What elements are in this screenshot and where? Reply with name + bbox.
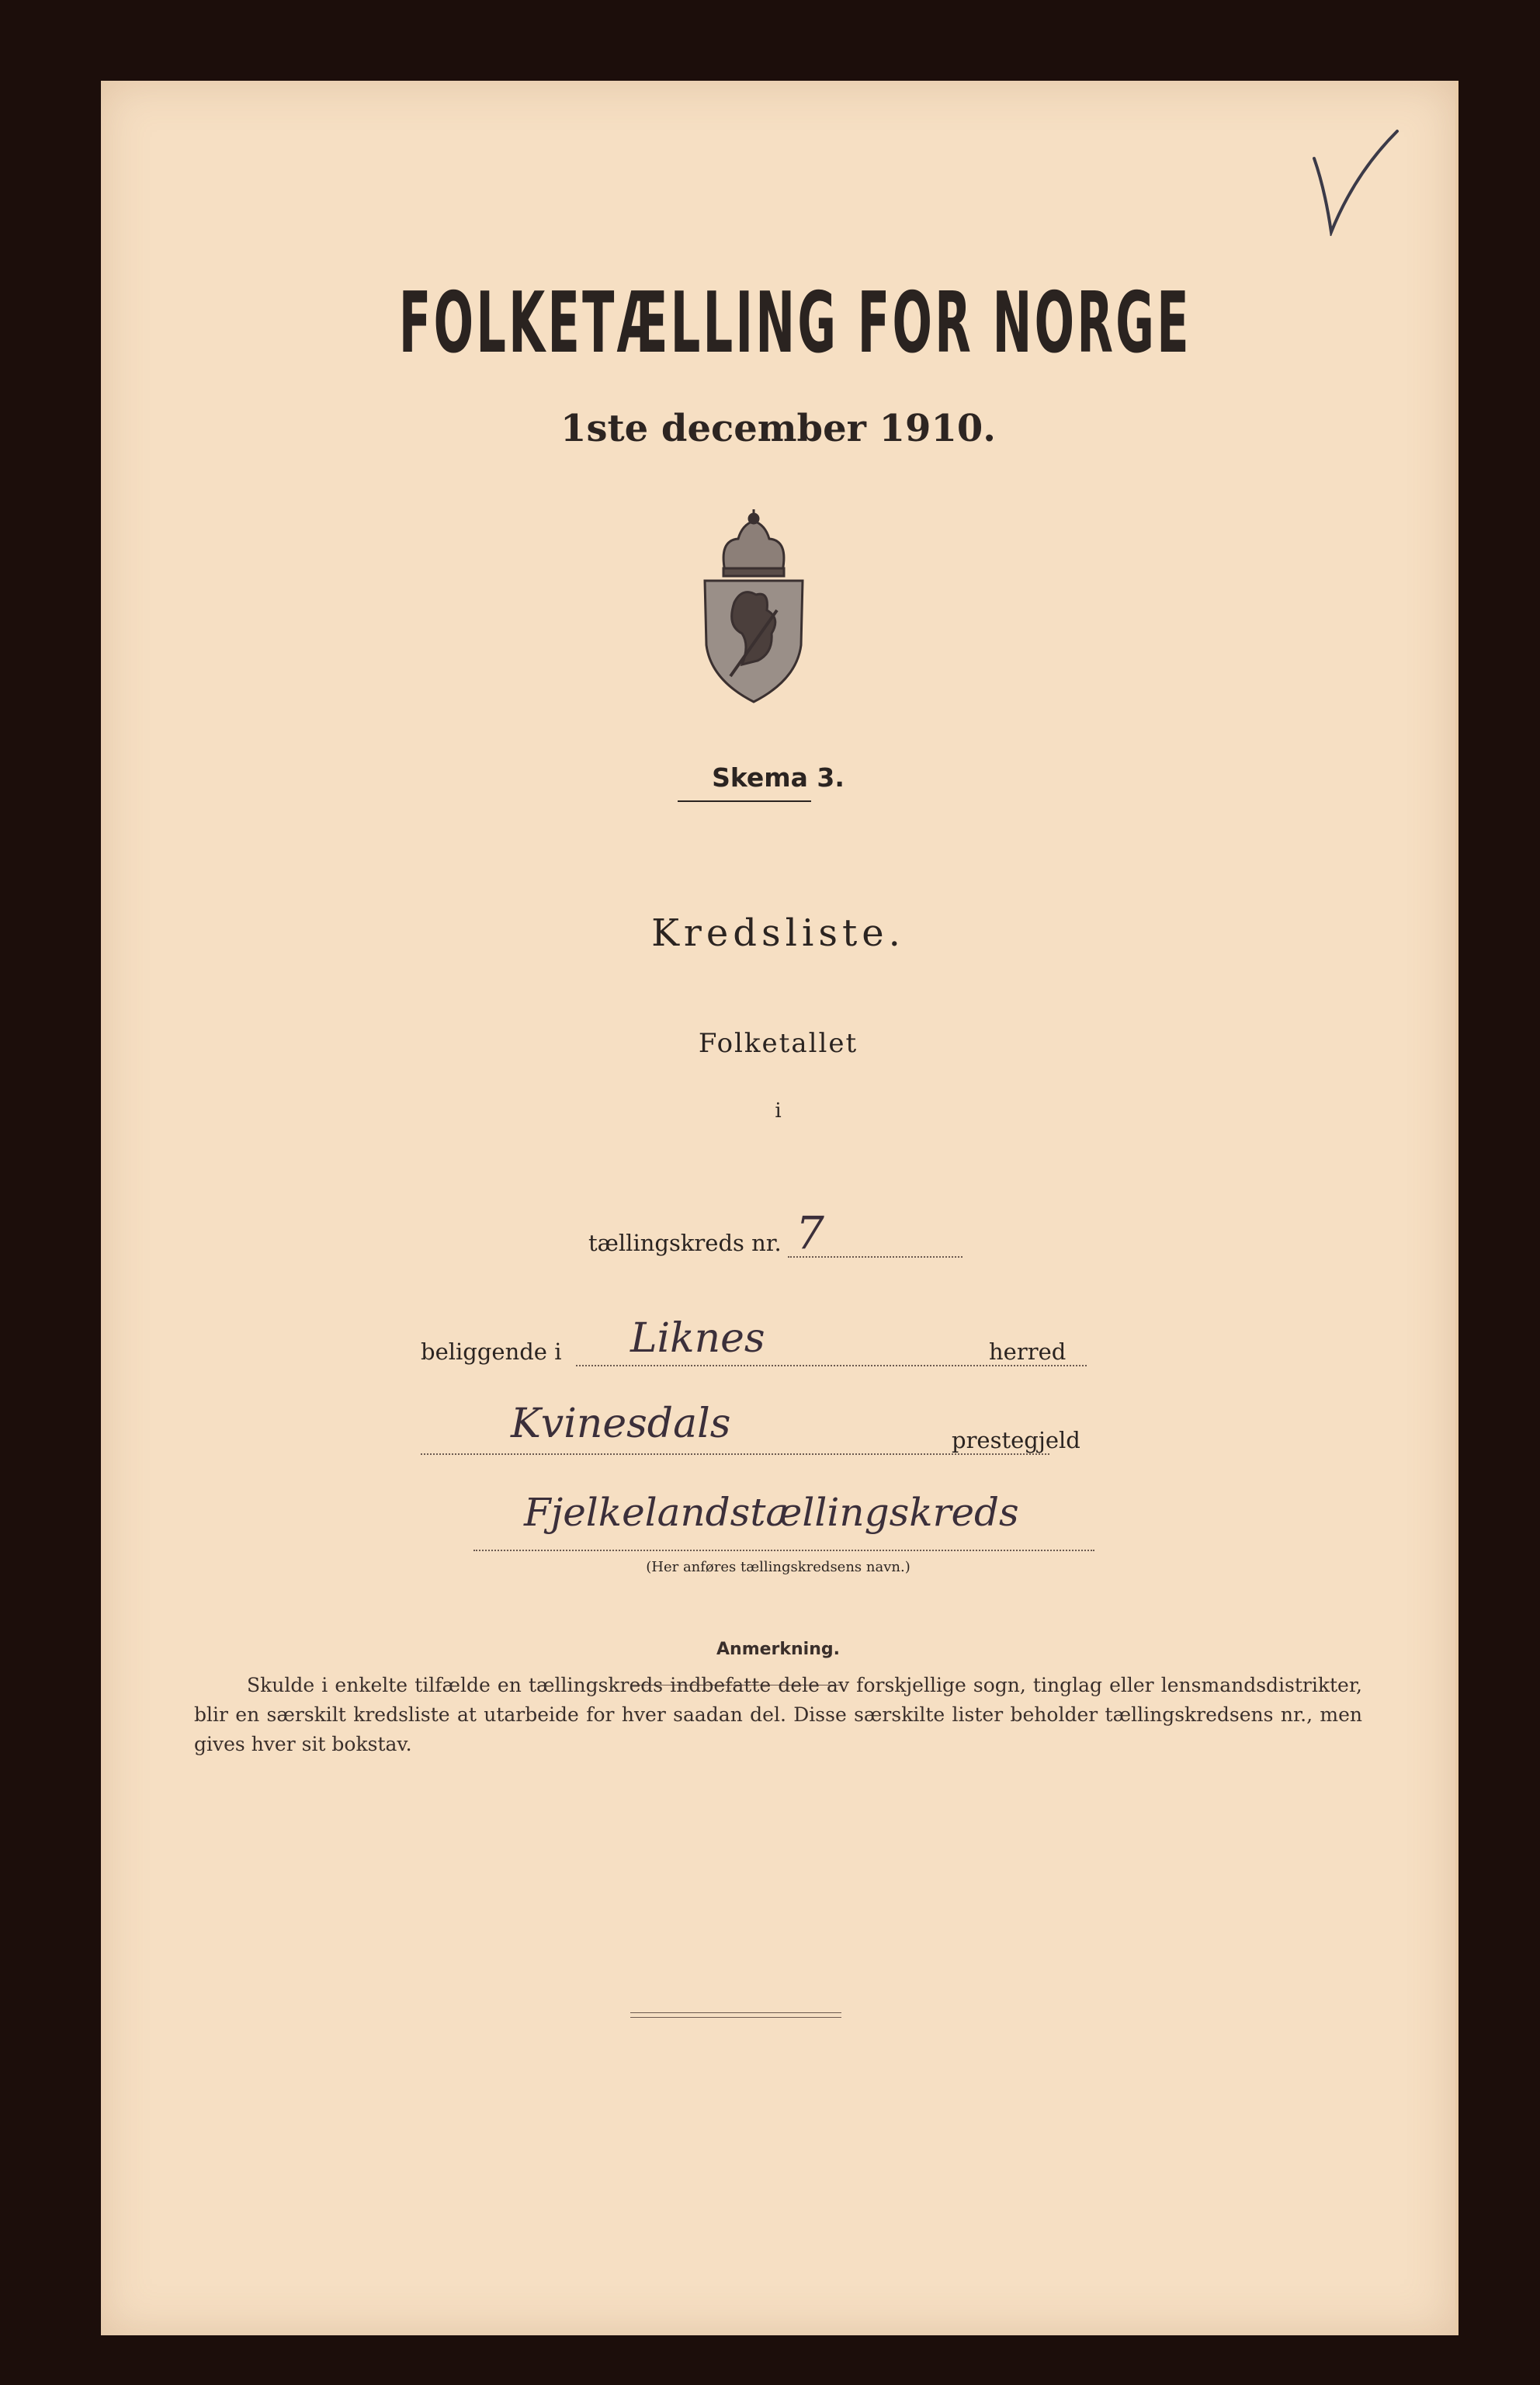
- document-date: 1ste december 1910.: [560, 407, 996, 450]
- document-title: FOLKETÆLLING FOR NORGE: [398, 275, 1191, 372]
- prestegjeld-label: prestegjeld: [952, 1427, 1080, 1453]
- herred-value: Liknes: [630, 1315, 765, 1362]
- district-name-value: Fjelkelandstællingskreds: [524, 1490, 1019, 1535]
- district-name-line: [473, 1550, 1094, 1551]
- note-paragraph: Skulde i enkelte tilfælde en tællingskreds indbefatte dele av forskjellige sogn, tinglag eller lensmandsdistrikter, blir en særskilt kredsliste at utarbeide for hver saadan del. Disse særskilte lister beholder tællingskredsens nr., men gives hver sit bokstav.: [194, 1674, 1362, 1755]
- schema-number: Skema 3.: [712, 762, 845, 793]
- district-number-value: 7: [796, 1206, 824, 1259]
- population-label: Folketallet: [698, 1028, 858, 1059]
- prestegjeld-value: Kvinesdals: [511, 1401, 731, 1447]
- herred-label: herred: [989, 1338, 1067, 1365]
- coat-of-arms-icon: [695, 509, 812, 703]
- list-heading: Kredsliste.: [651, 911, 905, 955]
- district-number-label: tællingskreds nr.: [588, 1230, 782, 1256]
- district-name-caption: (Her anføres tællingskredsens navn.): [646, 1559, 910, 1575]
- check-mark: [1308, 127, 1401, 236]
- preposition-i: i: [775, 1099, 782, 1123]
- census-form-page: [101, 81, 1458, 2335]
- bottom-rule-top: [630, 2012, 841, 2013]
- schema-underline: [678, 800, 811, 802]
- herred-line: [576, 1365, 1087, 1366]
- note-title: Anmerkning.: [716, 1640, 840, 1659]
- bottom-rule-bottom: [630, 2017, 841, 2018]
- location-label: beliggende i: [421, 1338, 562, 1365]
- prestegjeld-line: [421, 1453, 1049, 1455]
- note-text: [194, 1671, 1362, 1759]
